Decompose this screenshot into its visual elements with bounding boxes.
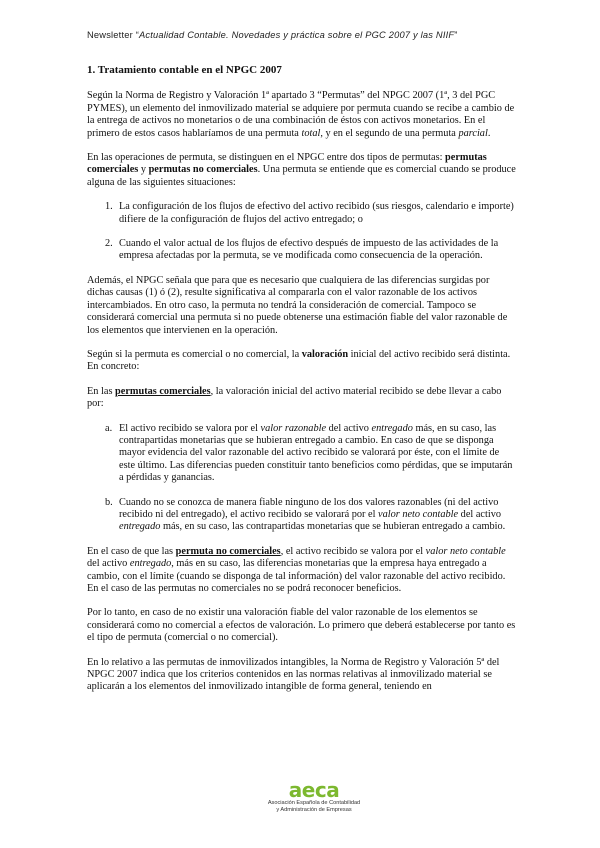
lettered-list [87, 423, 517, 534]
paragraph-permuta-definition: Según la Norma de Registro y Valoración 1ª apartado 3 “Permutas” del NPGC 2007 (1ª, 3 del PGC PYMES), un elemento del inmovilizado material se adquiere por permuta cuando se recibe a cambio de la entrega de activos no monetarios o de una combinación de éstos con activos monetarios. En el primero de estos casos hablaríamos de una permuta total, y en el segundo de una permuta parcial. [87, 90, 515, 139]
paragraph-valoracion: Según si la permuta es comercial o no comercial, la valoración inicial del activo recibido será distinta. En concreto: [87, 348, 511, 373]
list-item: 1. La configuración de los flujos de efectivo del activo recibido (sus riesgos, calendario e importe) difiere de la configuración de flujos del activo entregado; o [105, 201, 514, 225]
section-heading: 1. Tratamiento contable en el NPGC 2007 [87, 64, 282, 76]
paragraph-permutas-comerciales: En las permutas comerciales, la valoración inicial del activo material recibido se debe llevar a cabo por: [87, 385, 502, 410]
list-item: a. El activo recibido se valora por el valor razonable del activo entregado más, en su caso, las contrapartidas monetarias que se hubieran entregado a cambio. En caso de que se disponga mayor evidencia del valor razonable del activo recibido se valorará por éste, con el límite de este último. Las diferencias pueden constituir tanto beneficios como pérdidas, que se imputarán a pérdidas y ganancias. [105, 422, 513, 484]
aeca-logo [254, 780, 374, 830]
paragraph-conclusion: Por lo tanto, en caso de no existir una valoración fiable del valor razonable de los elementos se considerará como no comercial a efectos de valoración. Lo primero que deberá establecerse por tanto es el tipo de permuta (comercial o no comercial). [87, 607, 516, 644]
term-permutas-comerciales: permutas comerciales [87, 152, 487, 176]
list-item: 2. Cuando el valor actual de los flujos de efectivo después de impuesto de las actividades de la empresa afectadas por la permuta, se ve modificada como consecuencia de la operación. [105, 238, 499, 262]
logo-subtitle-line-1: Asociación Española de Contabilidad [267, 800, 361, 806]
header-title: Actualidad Contable. Novedades y práctica sobre el PGC 2007 y las NIIF [139, 30, 455, 40]
paragraph-intangibles: En lo relativo a las permutas de inmovilizados intangibles, la Norma de Registro y Valoración 5ª del NPGC 2007 indica que los criterios contenidos en las normas relativas al inmovilizado material se aplicarán a los elementos del inmovilizado intangible de forma general, teniendo en [87, 656, 500, 693]
paragraph-permuta-types: En las operaciones de permuta, se distinguen en el NPGC entre dos tipos de permutas: permutas comerciales y permutas no comerciales. Una permuta se entiende que es comercial cuando se produce alguna de las siguientes situaciones: [87, 152, 516, 188]
document-body [87, 64, 517, 706]
term-permutas-no-comerciales: permutas no comerciales [148, 164, 258, 176]
logo-subtitle-line-2: y Administración de Empresas [276, 807, 352, 813]
header-suffix: ” [454, 30, 458, 40]
numbered-list [87, 201, 517, 263]
header-prefix: Newsletter “ [87, 30, 139, 40]
running-header [87, 30, 547, 40]
logo-wordmark: aeca [288, 778, 340, 802]
paragraph-significance: Además, el NPGC señala que para que es necesario que cualquiera de las diferencias surgidas por dichas causas (1) ó (2), resulte significativa al compararla con el valor razonable de los activos intercambiados. En otro caso, la permuta no tendrá la consideración de comercial. Tampoco se considerará comercial una permuta si no puede obtenerse una estimación fiable del valor razonable de los elementos que intervienen en la operación. [87, 274, 508, 336]
paragraph-permutas-no-comerciales: En el caso de que las permuta no comerciales, el activo recibido se valora por el valor neto contable del activo entregado, más en su caso, las diferencias monetarias que la empresa haya entregado a cambio, con el límite (cuando se disponga de tal información) del valor razonable del activo recibido. En el caso de las permutas no comerciales no se podrá reconocer beneficios. [87, 545, 506, 594]
list-item: b. Cuando no se conozca de manera fiable ninguno de los dos valores razonables (ni del activo recibido ni del entregado), el activo recibido se valorará por el valor neto contable del activo entregado más, en su caso, las contrapartidas monetarias que se hubieran entregado a cambio. [105, 496, 506, 533]
